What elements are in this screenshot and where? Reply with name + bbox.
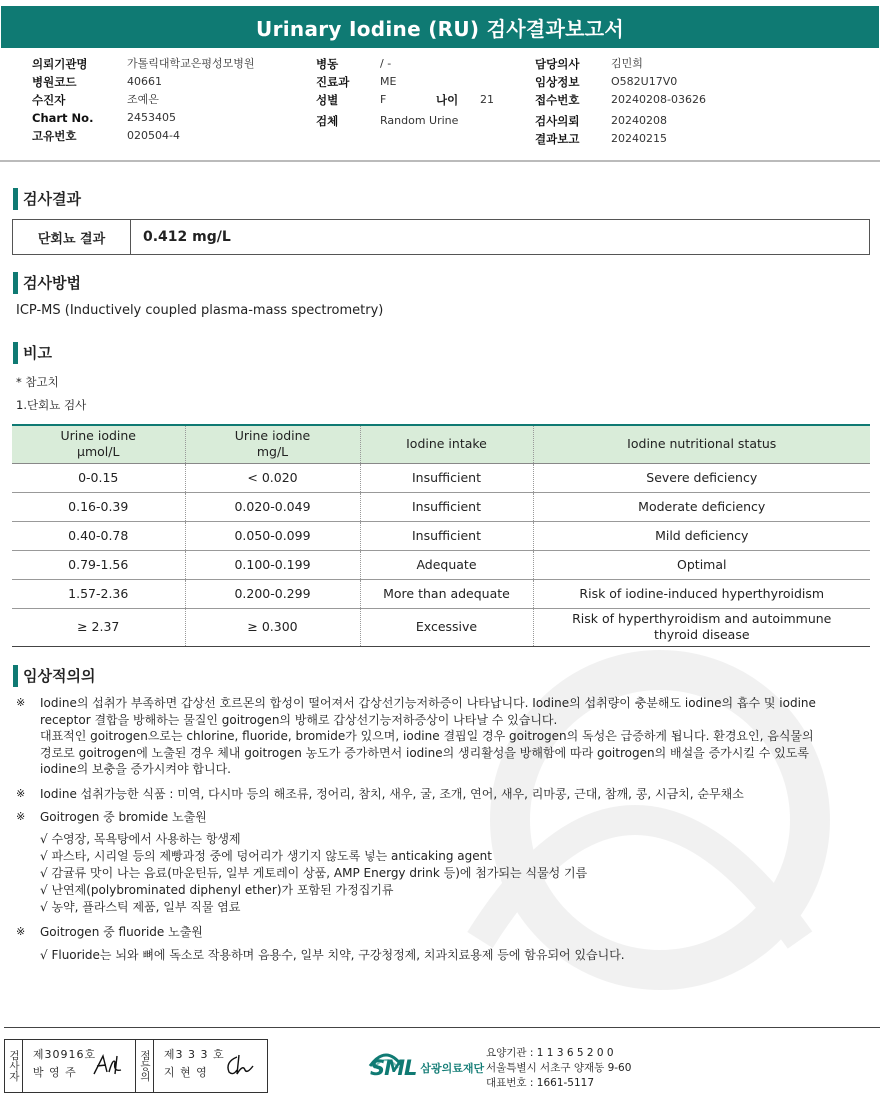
label-clinical-info: 임상정보 (535, 75, 580, 89)
clinical-bullet-3 (16, 809, 860, 826)
label-patient: 수진자 (32, 93, 66, 107)
examiner-license: 제30916호 (32, 1048, 97, 1061)
value-report-date: 20240215 (611, 132, 667, 145)
confirmer-license: 제3 3 3 호 (163, 1048, 225, 1061)
confirmer-name: 지 현 영 (163, 1066, 208, 1079)
header-intake: Iodine intake (360, 425, 533, 463)
value-ward: / - (380, 57, 392, 70)
remark-note: * 참고치 (16, 375, 59, 389)
label-age: 나이 (436, 93, 459, 107)
value-institution: 가톨릭대학교은평성모병원 (127, 57, 255, 70)
label-chart-no: Chart No. (32, 111, 94, 125)
table-row: 0.16-0.39 0.020-0.049 Insufficient Moderate deficiency (12, 492, 870, 521)
list-item: √ Fluoride는 뇌와 뼈에 독소로 작용하며 음용수, 일부 치약, 구강청정제, 치과치료용제 등에 함유되어 있습니다. (40, 948, 625, 962)
clinical-line: Iodine의 섭취가 부족하면 갑상선 호르몬의 합성이 떨어져서 갑상선기능저하증이 나타납니다. Iodine의 섭취량이 충분해도 iodine의 흡수 및 iodine (40, 696, 816, 710)
signature-box (4, 1039, 268, 1093)
clinical-bullet-1 (16, 695, 860, 778)
label-hospital-code: 병원코드 (32, 75, 77, 89)
label-ward: 병동 (316, 57, 339, 71)
value-chart-no: 2453405 (127, 111, 176, 124)
info-col1 (32, 55, 255, 145)
institution-code: 요양기관 : 1 1 3 6 5 2 0 0 (486, 1047, 614, 1059)
label-department: 진료과 (316, 75, 350, 89)
table-row: 0.40-0.78 0.050-0.099 Insufficient Mild deficiency (12, 521, 870, 550)
report-title: Urinary Iodine (RU) 검사결과보고서 (1, 6, 879, 48)
section-title-method: 검사방법 (13, 272, 81, 294)
section-title-clinical: 임상적의의 (13, 665, 95, 687)
examiner-name: 박 영 주 (32, 1066, 77, 1079)
label-accession-no: 접수번호 (535, 93, 580, 107)
table-row: ≥ 2.37 ≥ 0.300 Excessive Risk of hyperthyroidism and autoimmune thyroid disease (12, 608, 870, 646)
header-mgl: Urine iodine mg/L (185, 425, 360, 463)
address-line: 서울특별시 서초구 양재동 9-60 (486, 1062, 632, 1074)
fluoride-list (40, 947, 625, 964)
header-umol: Urine iodine μmol/L (12, 425, 185, 463)
header-divider (0, 160, 880, 162)
value-department: ME (380, 75, 397, 88)
list-item: √ 감귤류 맛이 나는 음료(마운틴듀, 일부 게토레이 상품, AMP Energy drink 등)에 첨가되는 식물성 기름 (40, 866, 588, 880)
bromide-list (40, 831, 587, 916)
sml-logo (366, 1046, 484, 1080)
value-clinical-info: O582U17V0 (611, 75, 678, 88)
section-title-result: 검사결과 (13, 188, 81, 210)
foundation-name: 삼광의료재단 (420, 1062, 485, 1075)
confirmer-signature-icon (223, 1052, 257, 1078)
table-row: 1.57-2.36 0.200-0.299 More than adequate Risk of iodine-induced hyperthyroidism (12, 579, 870, 608)
bullet-mark: ※ (16, 925, 26, 938)
list-item: √ 농약, 플라스틱 제품, 일부 직물 염료 (40, 900, 241, 914)
value-sex: F (380, 93, 387, 106)
label-request-date: 검사의뢰 (535, 114, 580, 128)
examiner-signature-icon (91, 1052, 125, 1078)
clinical-bromide-title: Goitrogen 중 bromide 노출원 (40, 810, 207, 824)
value-age: 21 (480, 93, 494, 106)
result-value: 0.412 mg/L (143, 229, 231, 245)
label-specimen: 검체 (316, 114, 339, 128)
value-hospital-code: 40661 (127, 75, 162, 88)
bullet-mark: ※ (16, 696, 26, 709)
clinical-foods: Iodine 섭취가능한 식품 : 미역, 다시마 등의 해조류, 정어리, 참치, 새우, 굴, 조개, 연어, 새우, 리마콩, 근대, 참깨, 콩, 시금치, 순무채소 (40, 787, 744, 801)
clinical-bullet-2 (16, 786, 860, 803)
result-label: 단회뇨 결과 (13, 220, 131, 254)
method-text: ICP-MS (Inductively coupled plasma-mass spectrometry) (16, 303, 384, 318)
clinical-fluoride-title: Goitrogen 중 fluoride 노출원 (40, 925, 203, 939)
clinical-line: receptor 결합을 방해하는 물질인 goitrogen의 방해로 갑상선기능저하증상이 나타날 수 있습니다. (40, 712, 558, 727)
list-item: √ 파스타, 시리얼 등의 제빵과정 중에 덩어리가 생기지 않도록 넣는 anticaking agent (40, 849, 492, 863)
list-item: √ 난연제(polybrominated diphenyl ether)가 포함된 가정집기류 (40, 883, 394, 897)
table-header-row (12, 425, 870, 463)
phone-line: 대표번호 : 1661-5117 (486, 1077, 595, 1089)
examiner-cell (23, 1040, 136, 1092)
clinical-line: 대표적인 goitrogen으로는 chlorine, fluoride, bromide가 있으며, iodine 결핍일 경우 goitrogen의 독성은 급증하게 됩니다. 환경요인, 음식물의 (40, 729, 814, 743)
lab-address (486, 1046, 631, 1091)
clinical-line: iodine의 보충을 증가시켜야 합니다. (40, 762, 231, 776)
result-box (12, 219, 870, 255)
info-col2 (316, 55, 494, 130)
info-col3 (535, 55, 706, 148)
examiner-label: 검사자 (5, 1040, 23, 1092)
value-specimen: Random Urine (380, 114, 459, 127)
confirmer-cell (154, 1040, 267, 1092)
label-institution: 의뢰기관명 (32, 57, 88, 71)
remark-subtitle: 1.단회뇨 검사 (16, 398, 87, 412)
clinical-bullet-4 (16, 924, 860, 941)
value-doctor: 김민희 (611, 57, 643, 70)
label-sex: 성별 (316, 93, 339, 107)
list-item: √ 수영장, 목욕탕에서 사용하는 항생제 (40, 832, 241, 846)
value-unique-no: 020504-4 (127, 129, 180, 142)
footer-divider (4, 1027, 880, 1028)
clinical-line: 경로로 goitrogen에 노출된 경우 체내 goitrogen 농도가 증가하면서 iodine의 생리활성을 방해함에 따라 goitrogen의 배설을 증가시킬 수 있도록 (40, 745, 809, 760)
reference-table (12, 424, 870, 647)
value-request-date: 20240208 (611, 114, 667, 127)
bullet-mark: ※ (16, 810, 26, 823)
value-accession-no: 20240208-03626 (611, 93, 706, 106)
bullet-mark: ※ (16, 787, 26, 800)
header-status: Iodine nutritional status (533, 425, 870, 463)
confirmer-label: 점등의 (136, 1040, 154, 1092)
value-patient: 조예은 (127, 93, 159, 106)
logo-text: SML (370, 1056, 417, 1080)
section-title-remark: 비고 (13, 342, 52, 364)
label-report-date: 결과보고 (535, 132, 580, 146)
table-row: 0-0.15 < 0.020 Insufficient Severe deficiency (12, 463, 870, 492)
label-doctor: 담당의사 (535, 57, 580, 71)
label-unique-no: 고유번호 (32, 129, 77, 143)
table-row: 0.79-1.56 0.100-0.199 Adequate Optimal (12, 550, 870, 579)
